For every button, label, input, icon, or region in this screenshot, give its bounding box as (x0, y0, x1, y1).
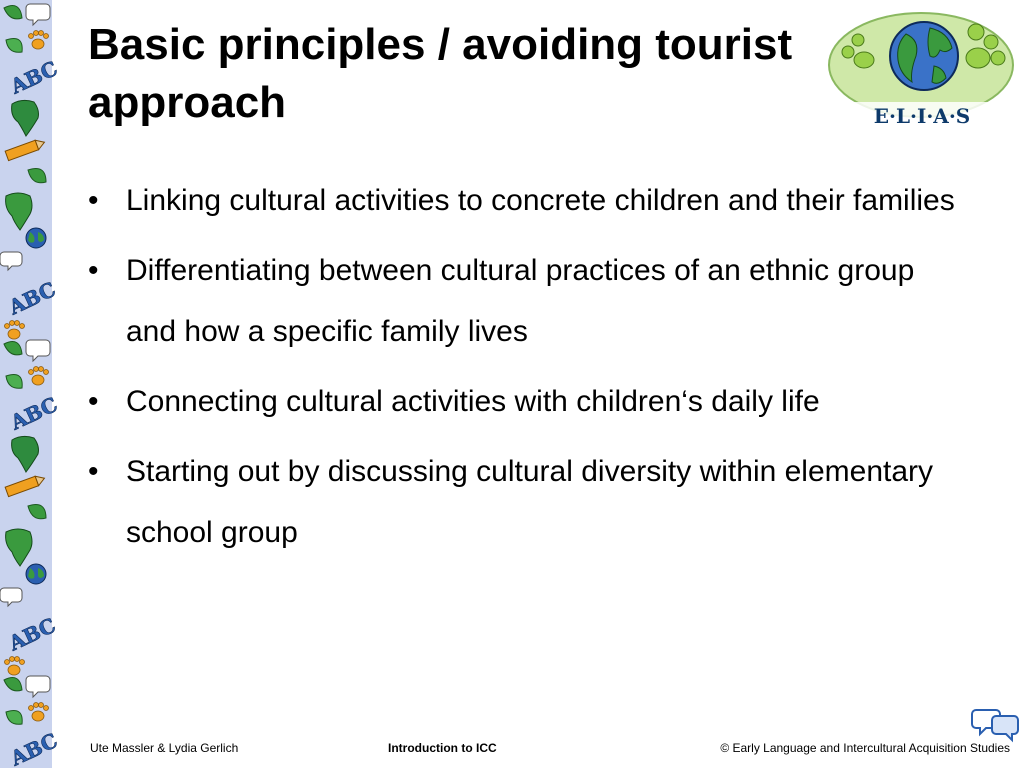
svg-text:ABC: ABC (6, 56, 62, 99)
paw-icon (5, 321, 25, 340)
bullet-marker: • (88, 455, 99, 488)
speech-bubble-icon (0, 252, 22, 270)
leaf-icon (28, 169, 46, 183)
paw-icon (29, 31, 49, 50)
leaf-icon (6, 39, 22, 53)
bullet-item (88, 371, 968, 432)
leaf-icon (4, 6, 22, 19)
bullet-item (88, 240, 968, 362)
bullet-text: Connecting cultural activities with children‘s daily life (126, 385, 820, 418)
speech-bubble-icon (26, 4, 50, 25)
bullet-text: Linking cultural activities to concrete children and their families (126, 184, 955, 217)
abc-icon (6, 56, 61, 99)
bullet-text: Starting out by discussing cultural diversity within elementary school group (126, 455, 934, 549)
svg-text:ABC: ABC (5, 277, 60, 320)
side-border-pattern (0, 0, 62, 768)
bullet-item (88, 441, 968, 563)
bullet-list (88, 170, 968, 572)
bullet-marker: • (88, 254, 99, 287)
footer-authors: Ute Massler & Lydia Gerlich (90, 741, 239, 755)
abc-icon (4, 277, 59, 320)
slide-title: Basic principles / avoiding tourist approach (88, 20, 793, 127)
pencil-icon (5, 138, 46, 161)
bullet-marker: • (88, 385, 99, 418)
footer-course: Introduction to ICC (388, 741, 497, 755)
africa-map-icon (6, 193, 32, 230)
logo-text: E·L·I·A·S (873, 104, 971, 128)
speech-bubbles-icon (972, 706, 1020, 742)
bullet-text: Differentiating between cultural practices of an ethnic group and how a specific family lives (126, 254, 915, 348)
bullet-marker: • (88, 184, 99, 217)
globe-icon (26, 228, 46, 248)
decorative-side-border (0, 0, 62, 768)
bullet-item (88, 170, 968, 231)
footer-copyright: © Early Language and Intercultural Acquisition Studies (720, 741, 1010, 755)
africa-map-icon (12, 100, 39, 136)
